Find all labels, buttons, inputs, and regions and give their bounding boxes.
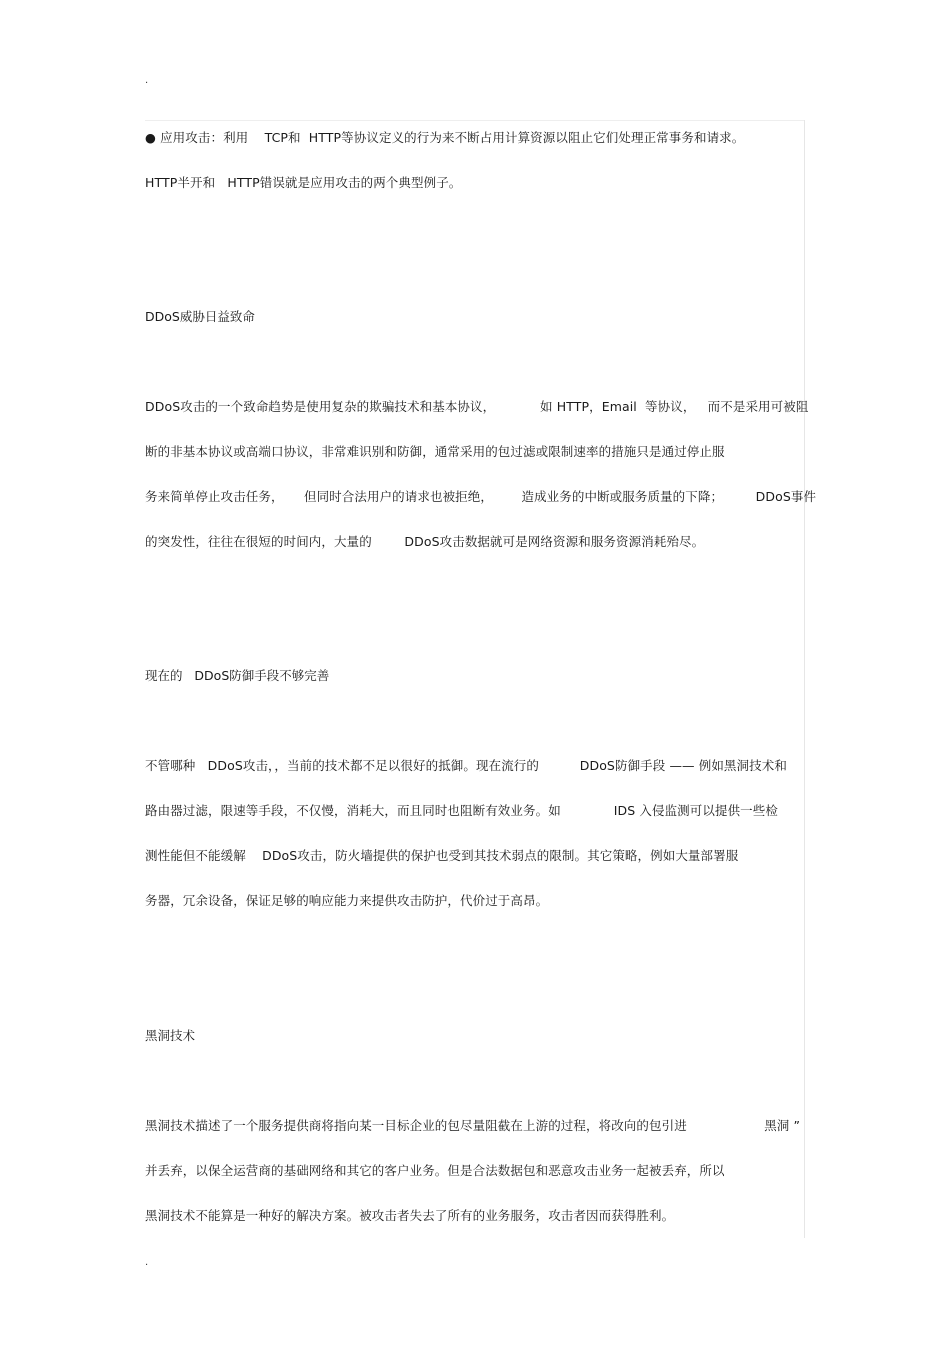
- paragraph-line: 黑洞技术描述了一个服务提供商将指向某一目标企业的包尽量阻截在上游的过程，将改向的包引进 黑洞 ”: [145, 1118, 801, 1133]
- page-marker-bottom: .: [145, 1257, 149, 1268]
- paragraph-line: 路由器过滤，限速等手段，不仅慢，消耗大，而且同时也阻断有效业务。如 IDS 入侵监测可以提供一些检: [145, 803, 778, 818]
- page-marker-top: .: [145, 75, 149, 86]
- section-heading-blackhole: 黑洞技术: [145, 1028, 196, 1043]
- frame-right-border: [804, 120, 805, 1238]
- paragraph-line-app-attack: ● 应用攻击：利用 TCP和 HTTP等协议定义的行为来不断占用计算资源以阻止它们处理正常事务和请求。: [145, 130, 745, 145]
- section-heading-ddos-threat: DDoS威胁日益致命: [145, 309, 255, 324]
- frame-top-border: [145, 120, 805, 121]
- paragraph-line: 务器，冗余设备，保证足够的响应能力来提供攻击防护，代价过于高昂。: [145, 893, 549, 908]
- paragraph-line: 并丢弃，以保全运营商的基础网络和其它的客户业务。但是合法数据包和恶意攻击业务一起被丢弃，所以: [145, 1163, 725, 1178]
- paragraph-line: 断的非基本协议或高端口协议，非常难识别和防御，通常采用的包过滤或限制速率的措施只是通过停止服: [145, 444, 725, 459]
- paragraph-line: DDoS攻击的一个致命趋势是使用复杂的欺骗技术和基本协议， 如 HTTP，Email 等协议， 而不是采用可被阻: [145, 399, 809, 414]
- paragraph-line: 的突发性，往往在很短的时间内，大量的 DDoS攻击数据就可是网络资源和服务资源消耗殆尽。: [145, 534, 705, 549]
- paragraph-line: 测性能但不能缓解 DDoS攻击，防火墙提供的保护也受到其技术弱点的限制。其它策略，例如大量部署服: [145, 848, 739, 863]
- paragraph-line: 黑洞技术不能算是一种好的解决方案。被攻击者失去了所有的业务服务，攻击者因而获得胜利。: [145, 1208, 675, 1223]
- paragraph-line: 不管哪种 DDoS攻击，，当前的技术都不足以很好的抵御。现在流行的 DDoS防御手段 —— 例如黑洞技术和: [145, 758, 787, 773]
- section-heading-defense-insufficient: 现在的 DDoS防御手段不够完善: [145, 668, 330, 683]
- paragraph-line-http-examples: HTTP半开和 HTTP错误就是应用攻击的两个典型例子。: [145, 175, 462, 190]
- paragraph-line: 务来简单停止攻击任务， 但同时合法用户的请求也被拒绝， 造成业务的中断或服务质量的下降； DDoS事件: [145, 489, 817, 504]
